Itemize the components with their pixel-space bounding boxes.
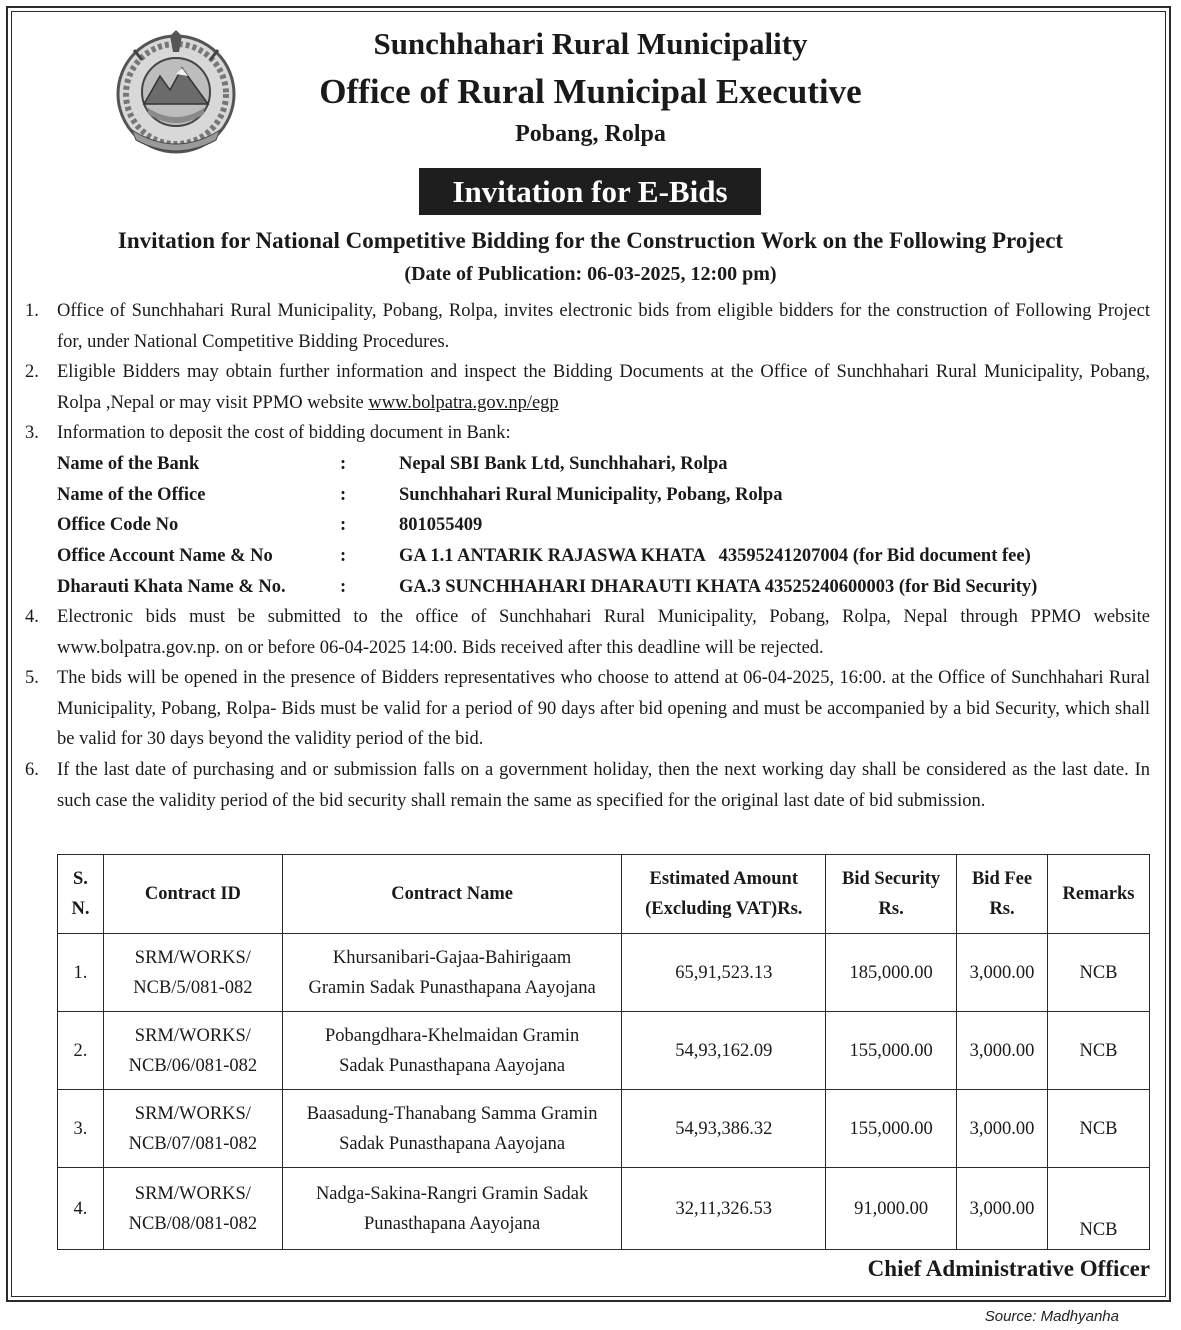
bank-detail-colon: : [340,546,347,566]
paragraph-3 [25,418,1150,449]
cell-contract-id: SRM/WORKS/ NCB/5/081-082 [103,934,282,1012]
cell-contract-name: Nadga-Sakina-Rangri Gramin Sadak Punasthapana Aayojana [282,1168,622,1250]
bids-table [57,854,1150,1250]
cell-sn: 4. [58,1168,104,1250]
cell-bid-security: 91,000.00 [826,1168,957,1250]
paragraph-text: Eligible Bidders may obtain further information and inspect the Bidding Documents at the Office of Sunchhahari Rural Municipality, Pobang, Rolpa ,Nepal or may visit PPMO website [57,362,1150,413]
bank-detail-colon: : [340,515,347,535]
cell-contract-name: Pobangdhara-Khelmaidan Gramin Sadak Punasthapana Aayojana [282,1012,622,1090]
bank-detail-row [57,572,1157,602]
bank-detail-value: Nepal SBI Bank Ltd, Sunchhahari, Rolpa [399,454,728,474]
header-contract-name: Contract Name [282,855,622,934]
cell-estimated-amount: 54,93,386.32 [622,1090,826,1168]
publication-date: (Date of Publication: 06-03-2025, 12:00 pm) [404,263,777,285]
header-contract-id: Contract ID [103,855,282,934]
cell-remarks: NCB [1048,1090,1150,1168]
cell-contract-id: SRM/WORKS/ NCB/07/081-082 [103,1090,282,1168]
cell-contract-name: Khursanibari-Gajaa-Bahirigaam Gramin Sadak Punasthapana Aayojana [282,934,622,1012]
cell-remarks: NCB [1048,934,1150,1012]
signatory-title: Chief Administrative Officer [867,1256,1150,1281]
cell-bid-security: 155,000.00 [826,1012,957,1090]
paragraph-4 [25,602,1150,663]
bank-detail-row [57,510,1157,540]
bank-detail-value: Sunchhahari Rural Municipality, Pobang, Rolpa [399,485,783,505]
paragraph-text: Electronic bids must be submitted to the office of Sunchhahari Rural Municipality, Pobang, Rolpa, Nepal through PPMO website www.bolpatra.gov.np. on or before 06-04-2025 14:00. Bids received after this deadline will be rejected. [57,607,1150,658]
bank-detail-label: Office Account Name & No [57,546,273,566]
bank-detail-value: 801055409 [399,515,483,535]
bank-detail-label: Name of the Office [57,485,206,505]
cell-bid-security: 185,000.00 [826,934,957,1012]
table-row [58,1090,1150,1168]
cell-contract-id: SRM/WORKS/ NCB/08/081-082 [103,1168,282,1250]
table-row [58,1168,1150,1250]
bank-detail-label: Dharauti Khata Name & No. [57,577,286,597]
cell-estimated-amount: 54,93,162.09 [622,1012,826,1090]
cell-contract-name: Baasadung-Thanabang Samma Gramin Sadak Punasthapana Aayojana [282,1090,622,1168]
bank-detail-row [57,449,1157,479]
cell-remarks: NCB [1048,1168,1150,1250]
cell-bid-fee: 3,000.00 [957,934,1048,1012]
bank-detail-label: Office Code No [57,515,179,535]
bank-detail-row [57,541,1157,571]
cell-bid-fee: 3,000.00 [957,1168,1048,1250]
paragraph-number: 6. [25,760,39,780]
bank-detail-colon: : [340,577,347,597]
paragraph-text: Office of Sunchhahari Rural Municipality, Pobang, Rolpa, invites electronic bids from eligible bidders for the construction of Following Project for, under National Competitive Bidding Procedures. [57,301,1150,352]
cell-sn: 3. [58,1090,104,1168]
cell-sn: 2. [58,1012,104,1090]
paragraph-text: Information to deposit the cost of bidding document in Bank: [57,423,511,443]
paragraph-number: 2. [25,362,39,382]
paragraph-5 [25,663,1150,755]
notice-subtitle: Invitation for National Competitive Bidding for the Construction Work on the Following Project [117,228,1064,253]
cell-remarks: NCB [1048,1012,1150,1090]
municipality-name: Sunchhahari Rural Municipality [373,26,808,61]
paragraph-number: 3. [25,423,39,443]
paragraph-number: 5. [25,668,39,688]
table-row [58,1012,1150,1090]
paragraph-6 [25,755,1150,816]
paragraph-text: The bids will be opened in the presence of Bidders representatives who choose to attend at 06-04-2025, 16:00. at the Office of Sunchhahari Rural Municipality, Pobang, Rolpa- Bids must be valid for a period of 90 days after bid opening and must be accompanied by a bid Security, which shall be valid for 30 days beyond the validity period of the bid. [57,668,1150,749]
header-remarks: Remarks [1048,855,1150,934]
paragraph-1 [25,296,1150,357]
notice-banner: Invitation for E-Bids [419,168,761,215]
source-credit: Source: Madhyanha [984,1308,1119,1325]
cell-bid-fee: 3,000.00 [957,1012,1048,1090]
bank-detail-row [57,480,1157,510]
paragraph-number: 1. [25,301,39,321]
paragraph-text: If the last date of purchasing and or submission falls on a government holiday, then the next working day shall be considered as the last date. In such case the validity period of the bid security shall remain the same as specified for the original last date of bid submission. [57,760,1150,811]
office-name: Office of Rural Municipal Executive [319,72,862,111]
header-bid-fee: Bid Fee Rs. [957,855,1048,934]
cell-estimated-amount: 65,91,523.13 [622,934,826,1012]
header-estimated-amount: Estimated Amount (Excluding VAT)Rs. [622,855,826,934]
ppmo-website-link[interactable]: www.bolpatra.gov.np/egp [368,392,559,413]
bank-detail-value: GA 1.1 ANTARIK RAJASWA KHATA 43595241207004 (for Bid document fee) [399,546,1031,566]
cell-estimated-amount: 32,11,326.53 [622,1168,826,1250]
bank-detail-label: Name of the Bank [57,454,200,474]
table-header-row [58,855,1150,934]
header-bid-security: Bid Security Rs. [826,855,957,934]
paragraph-2 [25,357,1150,418]
cell-bid-security: 155,000.00 [826,1090,957,1168]
bank-detail-colon: : [340,454,347,474]
bank-detail-colon: : [340,485,347,505]
header-sn: S. N. [58,855,104,934]
cell-bid-fee: 3,000.00 [957,1090,1048,1168]
bank-detail-value: GA.3 SUNCHHAHARI DHARAUTI KHATA 43525240600003 (for Bid Security) [399,577,1038,597]
cell-sn: 1. [58,934,104,1012]
table-row [58,934,1150,1012]
cell-contract-id: SRM/WORKS/ NCB/06/081-082 [103,1012,282,1090]
paragraph-number: 4. [25,607,39,627]
office-location: Pobang, Rolpa [515,121,666,147]
